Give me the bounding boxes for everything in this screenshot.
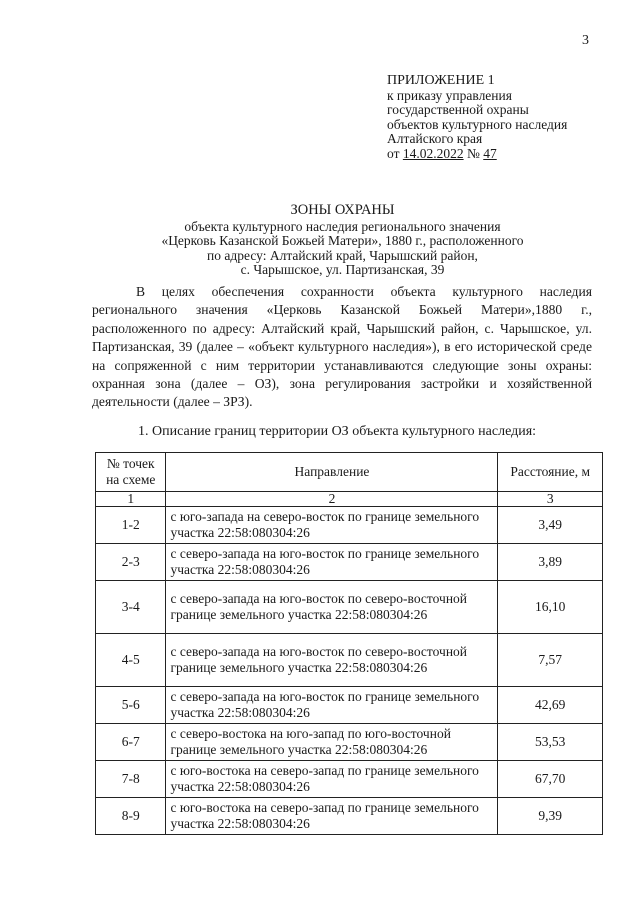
table-row: [96, 687, 603, 724]
row-points: 4-5: [96, 634, 166, 687]
order-date: 14.02.2022: [402, 145, 464, 161]
heading-line: по адресу: Алтайский край, Чарышский район,: [207, 247, 478, 263]
row-direction: с северо-запада на юго-восток по северо-восточной границе земельного участка 22:58:080304:26: [166, 634, 498, 687]
row-distance: 3,89: [498, 544, 603, 581]
intro-paragraph: В целях обеспечения сохранности объекта культурного наследия регионального значения «Церковь Казанской Божьей Матери»,1880 г., расположенного по адресу: Алтайский край, Чарышский район, с. Чарышское, ул. Партизанская, 39 (далее – «объект культурного наследия»), в его исторической среде на сопряженной с ним территории устанавливаются следующие зоны охраны: охранная зона (далее – ОЗ), зона регулирования застройки и хозяйственной деятельности (далее – ЗРЗ).: [92, 284, 592, 410]
table-row: [96, 581, 603, 634]
document-heading: [90, 203, 595, 278]
row-distance: 9,39: [498, 798, 603, 835]
appendix-line: государственной охраны: [387, 102, 529, 117]
row-distance: 42,69: [498, 687, 603, 724]
number-sign: №: [466, 145, 480, 161]
heading-line: с. Чарышское, ул. Партизанская, 39: [240, 262, 445, 278]
row-direction: с юго-запада на северо-восток по границе земельного участка 22:58:080304:26: [166, 507, 498, 544]
row-direction: с северо-запада на юго-восток по северо-восточной границе земельного участка 22:58:080304:26: [166, 581, 498, 634]
heading-main: ЗОНЫ ОХРАНЫ: [290, 202, 395, 218]
appendix-line: к приказу управления: [387, 87, 512, 103]
row-distance: 16,10: [498, 581, 603, 634]
table-header-row: [96, 453, 603, 492]
appendix-block: [387, 74, 637, 161]
page-number: 3: [582, 33, 589, 48]
column-number: 3: [498, 492, 603, 507]
date-prefix: от: [387, 145, 400, 161]
row-points: 6-7: [96, 724, 166, 761]
heading-line: «Церковь Казанской Божьей Матери», 1880 г., расположенного: [161, 233, 524, 249]
row-direction: с северо-востока на юго-запад по юго-восточной границе земельного участка 22:58:080304:26: [166, 724, 498, 761]
column-number-row: [96, 492, 603, 507]
heading-line: объекта культурного наследия регионального значения: [184, 218, 501, 234]
boundaries-table: [95, 452, 603, 835]
column-number: 1: [96, 492, 166, 507]
column-number: 2: [166, 492, 498, 507]
row-distance: 53,53: [498, 724, 603, 761]
header-direction: Направление: [166, 453, 498, 492]
table-row: [96, 724, 603, 761]
row-points: 2-3: [96, 544, 166, 581]
row-distance: 7,57: [498, 634, 603, 687]
row-points: 3-4: [96, 581, 166, 634]
appendix-line: Алтайского края: [387, 131, 483, 146]
header-distance: Расстояние, м: [498, 453, 603, 492]
table-row: [96, 798, 603, 835]
row-distance: 3,49: [498, 507, 603, 544]
appendix-title: ПРИЛОЖЕНИЕ 1: [387, 73, 495, 88]
row-points: 5-6: [96, 687, 166, 724]
row-direction: с юго-востока на северо-запад по границе земельного участка 22:58:080304:26: [166, 798, 498, 835]
table-row: [96, 634, 603, 687]
row-points: 1-2: [96, 507, 166, 544]
row-points: 7-8: [96, 761, 166, 798]
row-direction: с северо-запада на юго-восток по границе земельного участка 22:58:080304:26: [166, 687, 498, 724]
header-points: № точек на схеме: [96, 453, 166, 492]
table-row: [96, 507, 603, 544]
row-distance: 67,70: [498, 761, 603, 798]
section-title: 1. Описание границ территории ОЗ объекта культурного наследия:: [138, 424, 537, 439]
row-points: 8-9: [96, 798, 166, 835]
appendix-date-line: [387, 147, 637, 162]
row-direction: с юго-востока на северо-запад по границе земельного участка 22:58:080304:26: [166, 761, 498, 798]
order-number: 47: [483, 145, 497, 161]
table-row: [96, 761, 603, 798]
table-row: [96, 544, 603, 581]
row-direction: с северо-запада на юго-восток по границе земельного участка 22:58:080304:26: [166, 544, 498, 581]
appendix-line: объектов культурного наследия: [387, 116, 568, 132]
